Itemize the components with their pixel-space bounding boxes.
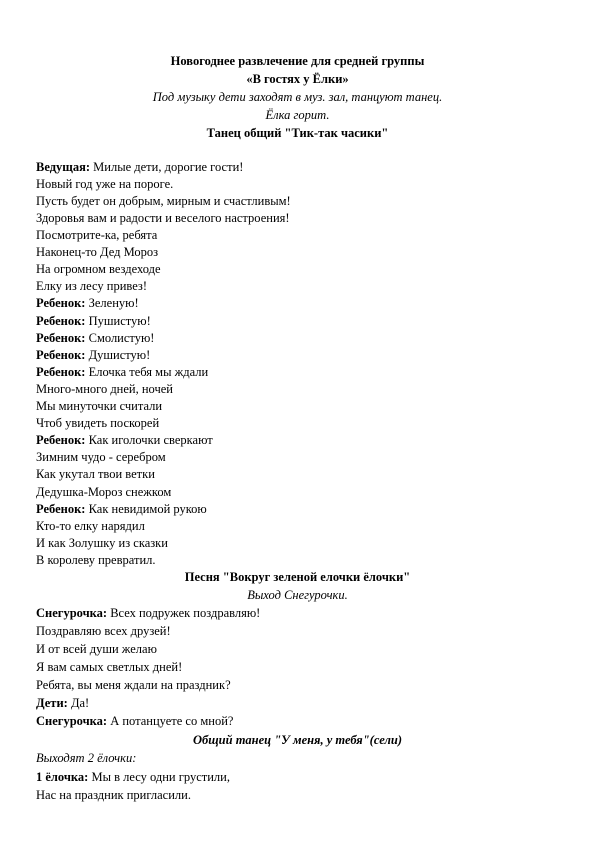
script-line — [36, 382, 173, 397]
script-line — [36, 553, 156, 568]
line-text: Елочка тебя мы ждали — [85, 365, 209, 379]
line-text: А потанцуете со мной? — [107, 714, 234, 728]
line-text: Ребята, вы меня ждали на праздник? — [36, 678, 231, 692]
line-text: Поздравляю всех друзей! — [36, 624, 171, 638]
script-line — [36, 606, 260, 621]
script-line — [36, 642, 157, 657]
script-line — [36, 331, 154, 346]
line-text: Зеленую! — [85, 296, 139, 310]
script-line — [36, 177, 173, 192]
song-heading: Песня "Вокруг зеленой елочки ёлочки" — [184, 570, 411, 584]
line-text: Чтоб увидеть поскорей — [36, 416, 160, 430]
script-line — [36, 696, 89, 711]
stage-direction-snow-maiden: Выход Снегурочки. — [247, 588, 348, 602]
script-line — [36, 194, 291, 209]
line-text: И от всей души желаю — [36, 642, 157, 656]
speaker-label: Ребенок: — [36, 331, 86, 345]
speaker-label: Ведущая: — [36, 160, 91, 174]
line-text: Душистую! — [85, 348, 151, 362]
line-text: И как Золушку из сказки — [36, 536, 168, 550]
document-title: Новогоднее развлечение для средней группы — [170, 54, 425, 68]
speaker-label: Ребенок: — [36, 296, 86, 310]
stage-direction-tree-lit: Ёлка горит. — [265, 108, 330, 122]
speaker-label: Ребенок: — [36, 433, 86, 447]
script-line — [36, 262, 161, 277]
script-line — [36, 399, 162, 414]
script-line — [36, 624, 171, 639]
speaker-label: Ребенок: — [36, 365, 86, 379]
speaker-label: 1 ёлочка: — [36, 770, 89, 784]
line-text: В королеву превратил. — [36, 553, 156, 567]
line-text: Кто-то елку нарядил — [36, 519, 145, 533]
script-line — [36, 160, 243, 175]
script-line — [36, 314, 151, 329]
script-line — [36, 348, 150, 363]
line-text: Я вам самых светлых дней! — [36, 660, 183, 674]
script-line — [36, 416, 159, 431]
line-text: Пушистую! — [85, 314, 151, 328]
line-text: Дедушка-Мороз снежком — [36, 485, 172, 499]
script-line — [36, 279, 147, 294]
script-line — [36, 519, 145, 534]
line-text: Как невидимой рукою — [85, 502, 207, 516]
script-line — [36, 228, 157, 243]
script-line — [36, 467, 155, 482]
script-line — [36, 678, 231, 693]
script-line — [36, 211, 290, 226]
line-text: Нас на праздник пригласили. — [36, 788, 191, 802]
script-line — [36, 245, 158, 260]
speaker-label: Ребенок: — [36, 348, 86, 362]
line-text: Как укутал твои ветки — [36, 467, 155, 481]
line-text: Как иголочки сверкают — [85, 433, 213, 447]
line-text: Новый год уже на пороге. — [36, 177, 174, 191]
stage-direction-trees: Выходят 2 ёлочки: — [36, 751, 137, 765]
script-line — [36, 365, 208, 380]
script-line — [36, 770, 230, 785]
speaker-label: Снегурочка: — [36, 714, 108, 728]
script-line — [36, 296, 139, 311]
script-line — [36, 714, 233, 729]
document-subtitle: «В гостях у Ёлки» — [246, 72, 349, 86]
line-text: Да! — [67, 696, 90, 710]
line-text: Пусть будет он добрым, мирным и счастливым! — [36, 194, 291, 208]
line-text: Наконец-то Дед Мороз — [36, 245, 159, 259]
speaker-label: Ребенок: — [36, 314, 86, 328]
script-line — [36, 433, 213, 448]
line-text: Зимним чудо - серебром — [36, 450, 166, 464]
line-text: Много-много дней, ночей — [36, 382, 173, 396]
line-text: Мы в лесу одни грустили, — [88, 770, 230, 784]
speaker-label: Дети: — [36, 696, 68, 710]
speaker-label: Снегурочка: — [36, 606, 108, 620]
line-text: На огромном вездеходе — [36, 262, 161, 276]
dance-heading-1: Танец общий "Тик-так часики" — [206, 126, 389, 140]
stage-direction-entrance: Под музыку дети заходят в муз. зал, танцуют танец. — [152, 90, 443, 104]
line-text: Всех подружек поздравляю! — [107, 606, 261, 620]
script-line — [36, 502, 207, 517]
script-line — [36, 536, 168, 551]
script-line — [36, 485, 171, 500]
script-line — [36, 450, 166, 465]
script-line — [36, 788, 191, 803]
line-text: Милые дети, дорогие гости! — [90, 160, 244, 174]
line-text: Здоровья вам и радости и веселого настроения! — [36, 211, 290, 225]
line-text: Посмотрите-ка, ребята — [36, 228, 158, 242]
line-text: Смолистую! — [85, 331, 155, 345]
line-text: Мы минуточки считали — [36, 399, 163, 413]
script-line — [36, 660, 182, 675]
speaker-label: Ребенок: — [36, 502, 86, 516]
line-text: Елку из лесу привез! — [36, 279, 148, 293]
dance-heading-2: Общий танец "У меня, у тебя"(сели) — [193, 733, 402, 747]
